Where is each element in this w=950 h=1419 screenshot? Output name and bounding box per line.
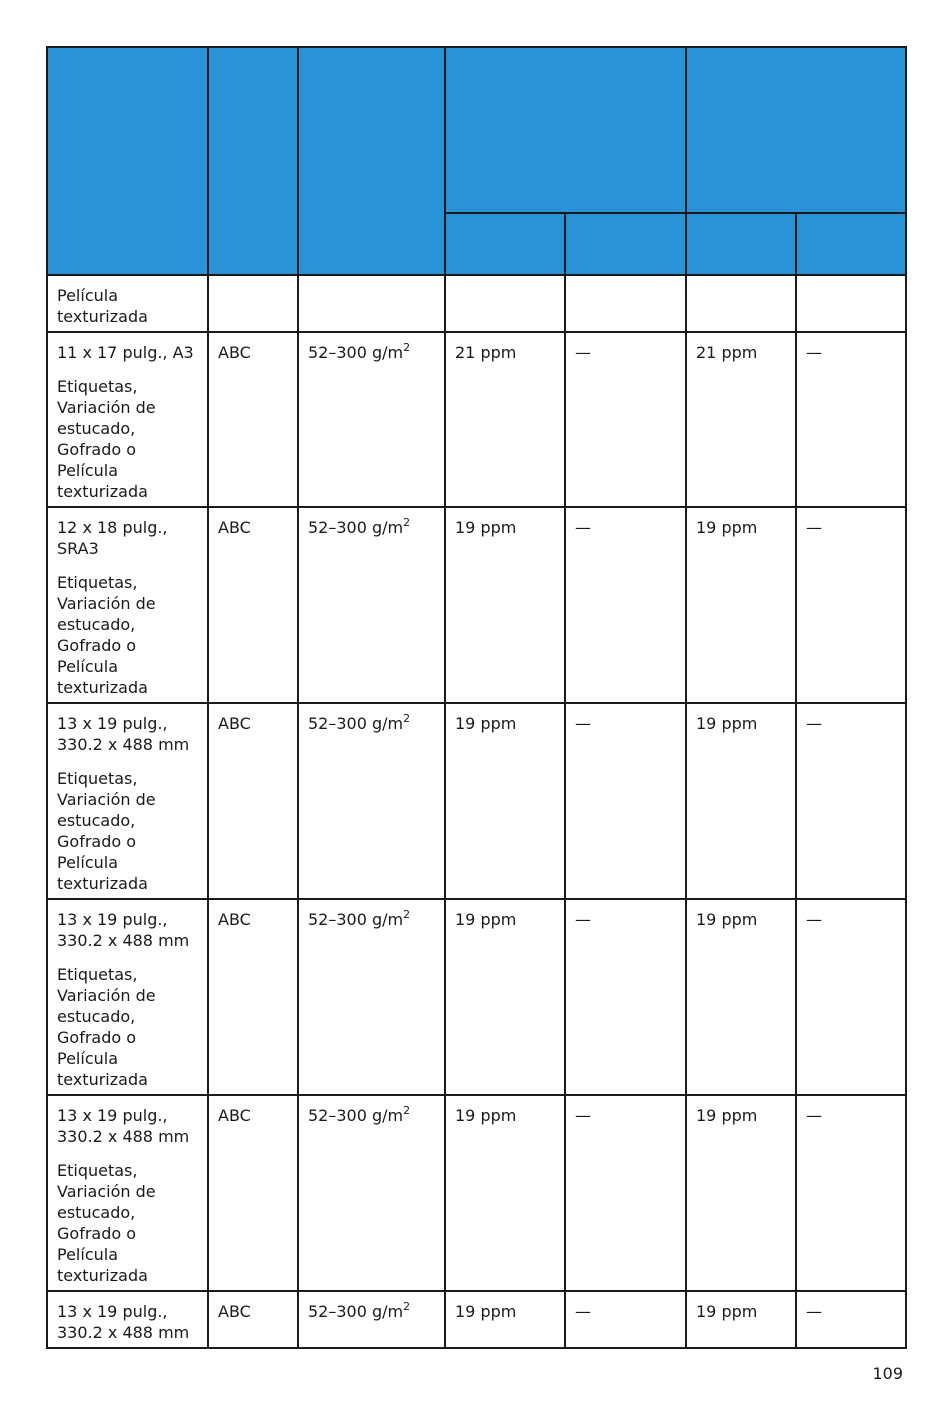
trays-cell: ABC (208, 1291, 298, 1348)
weight-cell: 52–300 $g/m^2$ (298, 507, 445, 703)
speed-cell: — (796, 1095, 906, 1291)
speed-cell: 19 ppm (686, 899, 796, 1095)
paper-size: 12 x 18 pulg., SRA3 (57, 518, 168, 558)
speed-cell: — (796, 332, 906, 507)
paper-size: 13 x 19 pulg., 330.2 x 488 mm (57, 910, 190, 950)
speed-cell: — (565, 1291, 686, 1348)
weight-cell: 52–300 $g/m^2$ (298, 332, 445, 507)
speed-cell: — (565, 899, 686, 1095)
trays-cell: ABC (208, 1095, 298, 1291)
trays-cell: ABC (208, 507, 298, 703)
speed-cell: 19 ppm (686, 507, 796, 703)
speed-cell (565, 275, 686, 332)
media-types: Etiquetas, Variación de estucado, Gofrado o Película texturizada (57, 769, 156, 893)
paper-size: 11 x 17 pulg., A3 (57, 343, 194, 362)
media-types: Etiquetas, Variación de estucado, Gofrado o Película texturizada (57, 1161, 156, 1285)
header-group-2-cell (686, 47, 906, 213)
media-types: Etiquetas, Variación de estucado, Gofrado o Película texturizada (57, 965, 156, 1089)
table-row (47, 507, 906, 703)
speed-cell: — (796, 1291, 906, 1348)
speed-cell: 19 ppm (445, 507, 565, 703)
speed-cell: — (796, 703, 906, 899)
size-media-cell (47, 1291, 208, 1348)
speed-cell: — (565, 507, 686, 703)
size-media-cell (47, 507, 208, 703)
size-media-cell (47, 1095, 208, 1291)
table-row (47, 1291, 906, 1348)
size-media-cell (47, 703, 208, 899)
header-sub-4-cell (796, 213, 906, 275)
speed-cell: — (565, 332, 686, 507)
paper-size: 13 x 19 pulg., 330.2 x 488 mm (57, 714, 190, 754)
speed-cell: 19 ppm (686, 703, 796, 899)
speed-cell: — (796, 507, 906, 703)
weight-cell (298, 275, 445, 332)
table-row (47, 703, 906, 899)
speed-cell (445, 275, 565, 332)
speed-cell (686, 275, 796, 332)
size-media-cell (47, 899, 208, 1095)
table-row (47, 1095, 906, 1291)
header-size-cell (47, 47, 208, 275)
weight-cell: 52–300 $g/m^2$ (298, 899, 445, 1095)
weight-cell: 52–300 $g/m^2$ (298, 703, 445, 899)
page-number: 109 (872, 1364, 903, 1383)
paper-size: 13 x 19 pulg., 330.2 x 488 mm (57, 1302, 190, 1342)
paper-spec-table (46, 46, 907, 1349)
speed-cell: 19 ppm (686, 1095, 796, 1291)
speed-cell: — (565, 1095, 686, 1291)
speed-cell: — (796, 899, 906, 1095)
header-group-1-cell (445, 47, 686, 213)
speed-cell: 19 ppm (445, 899, 565, 1095)
header-sub-3-cell (686, 213, 796, 275)
speed-cell: 21 ppm (445, 332, 565, 507)
header-trays-cell (208, 47, 298, 275)
speed-cell: 19 ppm (445, 1095, 565, 1291)
speed-cell: 19 ppm (445, 703, 565, 899)
size-media-cell (47, 332, 208, 507)
weight-cell: 52–300 $g/m^2$ (298, 1095, 445, 1291)
media-types: Película texturizada (57, 286, 148, 326)
trays-cell (208, 275, 298, 332)
trays-cell: ABC (208, 703, 298, 899)
speed-cell: — (565, 703, 686, 899)
media-types: Etiquetas, Variación de estucado, Gofrado o Película texturizada (57, 573, 156, 697)
speed-cell: 21 ppm (686, 332, 796, 507)
size-media-cell (47, 275, 208, 332)
header-weight-cell (298, 47, 445, 275)
speed-cell: 19 ppm (445, 1291, 565, 1348)
media-types: Etiquetas, Variación de estucado, Gofrado o Película texturizada (57, 377, 156, 501)
table-row (47, 332, 906, 507)
table-row (47, 275, 906, 332)
trays-cell: ABC (208, 332, 298, 507)
paper-size: 13 x 19 pulg., 330.2 x 488 mm (57, 1106, 190, 1146)
speed-cell (796, 275, 906, 332)
header-sub-2-cell (565, 213, 686, 275)
trays-cell: ABC (208, 899, 298, 1095)
table-row (47, 899, 906, 1095)
weight-cell: 52–300 $g/m^2$ (298, 1291, 445, 1348)
speed-cell: 19 ppm (686, 1291, 796, 1348)
header-sub-1-cell (445, 213, 565, 275)
